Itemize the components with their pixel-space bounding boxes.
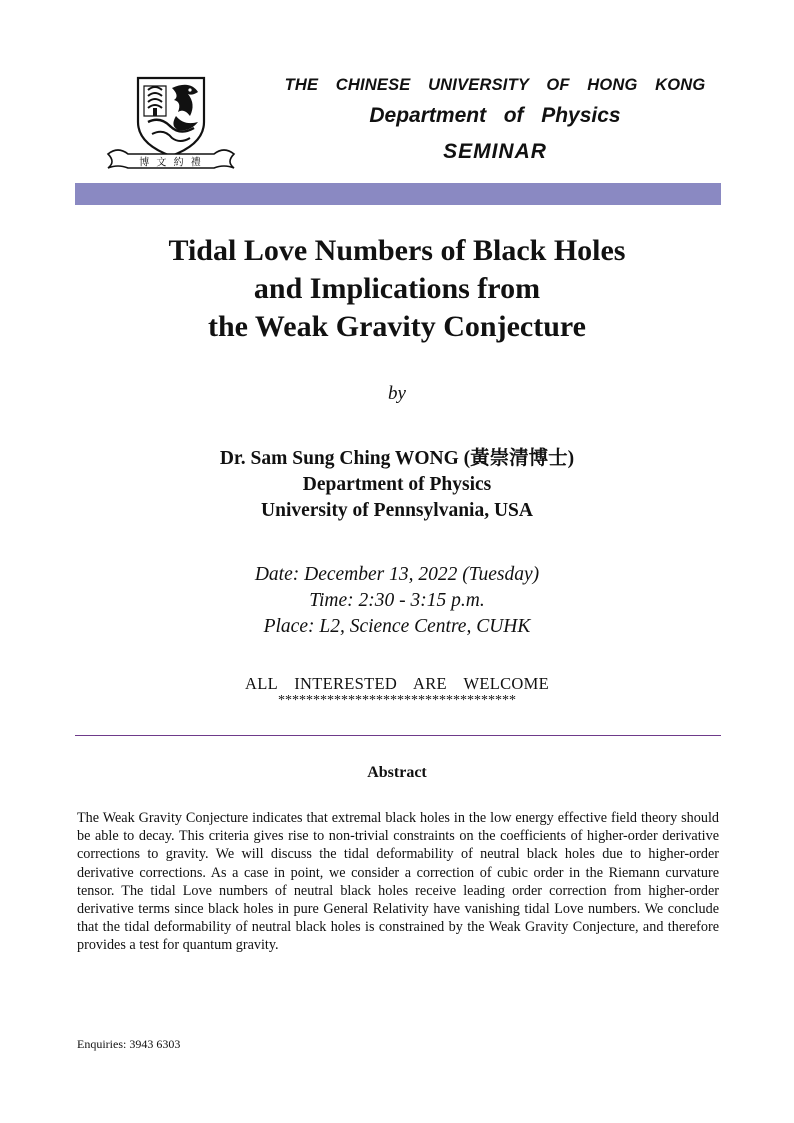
university-name: THE CHINESE UNIVERSITY OF HONG KONG [284,76,706,94]
cuhk-crest-logo [104,72,238,172]
abstract-heading: Abstract [367,764,427,781]
header-bar [75,183,721,205]
event-place: Place: L2, Science Centre, CUHK [263,616,531,637]
event-time: Time: 2:30 - 3:15 p.m. [309,590,485,611]
event-type: SEMINAR [443,140,547,163]
speaker-name: Dr. Sam Sung Ching WONG (黃崇清博士) [219,448,575,469]
logo-motto: 博 文 約 禮 [139,157,203,169]
star-separator: ********************************** [278,693,516,708]
abstract-body: The Weak Gravity Conjecture indicates that extremal black holes in the low energy effective field theory should be able to decay. This criteria gives rise to non-trivial constraints on the coefficients of higher-order derivative corrections to gravity. We will discuss the tidal deformability of neutral black holes due to higher-order derivative corrections. As a case in point, we consider a correction of cubic order in the Riemann curvature tensor. The tidal Love numbers of neutral black holes receive leading order correction from higher-order derivative terms since black holes in pure General Relativity have vanishing tidal Love numbers. We conclude that the tidal deformability of neutral black holes is constrained by the Weak Gravity Conjecture, and therefore provides a test for quantum gravity. [77,810,719,954]
by-label: by [388,383,406,404]
welcome-text: ALL INTERESTED ARE WELCOME [244,674,549,693]
speaker-institution: University of Pennsylvania, USA [261,500,533,521]
divider [75,735,721,736]
enquiries-contact: Enquiries: 3943 6303 [77,1037,181,1051]
title-line: the Weak Gravity Conjecture [207,310,586,343]
seminar-title [60,232,734,346]
speaker-department: Department of Physics [302,474,492,495]
title-line: Tidal Love Numbers of Black Holes [168,234,626,267]
event-details [0,562,794,640]
event-date: Date: December 13, 2022 (Tuesday) [254,564,540,585]
speaker-block [0,446,794,524]
title-line: and Implications from [253,272,541,305]
department-name: Department of Physics [369,104,621,127]
